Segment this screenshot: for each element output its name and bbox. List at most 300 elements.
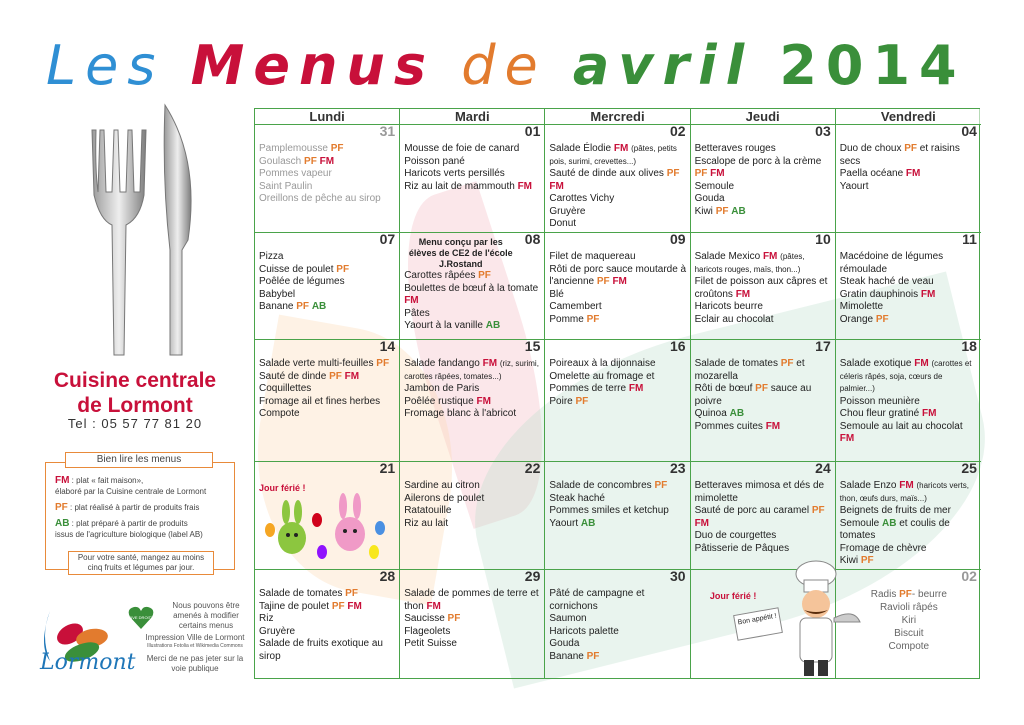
menu-item [549, 251, 686, 264]
dish-name: Biscuit [894, 628, 924, 639]
menu-item [259, 276, 396, 289]
label-ab: AB [729, 408, 745, 419]
day-number: 15 [524, 340, 541, 354]
label-fm: FM [922, 408, 937, 419]
legend-content [55, 475, 233, 545]
menu-item [695, 383, 832, 408]
dish-name: Cuisse de poulet [259, 263, 337, 275]
menu-item [259, 613, 396, 626]
dish-name: Saumon [549, 613, 587, 624]
menu-item [404, 168, 541, 181]
dish-name: Pâtisserie de Pâques [694, 542, 790, 554]
dish-name: Poisson pané [404, 155, 465, 167]
dish-name: Poire [549, 395, 576, 407]
menu-item [840, 168, 978, 181]
menu-item [549, 193, 686, 206]
menu-item [549, 168, 686, 193]
day-number: 01 [524, 125, 541, 139]
label-pf: PF [330, 143, 344, 154]
dish-name: Gruyère [259, 625, 296, 637]
day-number: 10 [815, 233, 831, 247]
day-number: 21 [379, 462, 396, 476]
day-number: 29 [524, 570, 541, 584]
dish-name: Carottes râpées [404, 270, 479, 281]
phone-number: Tel : 05 57 77 81 20 [67, 416, 203, 431]
dish-name: Mousse de foie de canard [404, 143, 520, 154]
label-pf: PF [654, 480, 668, 491]
menu-item [840, 543, 978, 556]
label-fm: FM [920, 288, 936, 300]
menu-item [695, 206, 832, 219]
label-pf: PF [755, 383, 768, 394]
day-number: 14 [379, 340, 396, 354]
menu-item [840, 289, 978, 302]
day-cell [400, 340, 545, 462]
day-cell [691, 462, 836, 570]
day-number: 31 [379, 125, 396, 139]
dish-name: Carottes Vichy [549, 193, 615, 204]
label-ab: AB [485, 320, 501, 331]
dish-name: Gouda [694, 193, 725, 204]
dish-name: Yaourt à la vanille [404, 320, 486, 331]
page-title [46, 34, 1006, 97]
dish-name: Salade de tomates [694, 358, 781, 369]
dish-name: Duo de courgettes [694, 530, 777, 541]
menu-item [549, 518, 686, 531]
menu-item [404, 480, 541, 493]
dish-name: Kiwi [694, 205, 716, 217]
day-number: 23 [669, 462, 686, 476]
day-number: 08 [524, 233, 541, 247]
menu-item [695, 421, 832, 434]
label-fm: FM [517, 180, 533, 192]
day-cell [691, 340, 836, 462]
kitchen-name-line1: Cuisine centrale [53, 369, 217, 392]
dish-name: Banane [549, 650, 587, 662]
label-pf: PF [694, 168, 708, 179]
day-cell [400, 570, 545, 678]
dish-name: Poêlée rustique [404, 395, 477, 407]
dish-name: Steak haché [549, 492, 605, 504]
label-pf: PF [336, 263, 350, 275]
dish-name: Radis [870, 589, 900, 600]
label-pf: PF [586, 313, 600, 325]
dish-name: Sauté de dinde [259, 370, 330, 382]
menu-item [549, 638, 686, 651]
day-cell [400, 125, 545, 233]
dish-name: Paella océane [839, 168, 906, 179]
dish-name: Rôti de porc sauce moutarde à l'ancienne [549, 263, 687, 287]
menu-item [549, 264, 686, 289]
day-cell [400, 462, 545, 570]
dish-name: Blé [549, 288, 564, 300]
menu-item [695, 276, 832, 301]
day-cell [691, 233, 836, 340]
menu-item [259, 168, 396, 181]
dish-name: Kiwi [839, 555, 861, 566]
label-fm: FM [613, 143, 629, 154]
label-pf: PF [875, 313, 889, 325]
menu-item [695, 530, 832, 543]
label-pf: PF [331, 600, 345, 612]
dish-name: Duo de choux [839, 143, 905, 154]
menu-item [840, 396, 978, 409]
label-ab: AB [731, 205, 746, 217]
menu-item [404, 588, 541, 613]
label-fm: FM [710, 168, 725, 179]
chef-icon [782, 560, 862, 678]
dish-name: Ratatouille [404, 505, 452, 516]
label-pf: PF [715, 205, 729, 217]
dish-name: Yaourt [549, 517, 581, 529]
menu-item [549, 651, 686, 664]
legend-fm-text-2: élaboré par la Cuisine centrale de Lormont [55, 487, 207, 496]
menu-item [840, 480, 978, 505]
menu-item [259, 408, 396, 421]
special-menu-note: Menu conçu par les élèves de CE2 de l'école J.Rostand [408, 237, 513, 269]
label-pf: PF [596, 276, 610, 287]
menu-item [404, 626, 541, 639]
menu-item [259, 601, 396, 614]
day-number: 28 [379, 570, 396, 584]
dish-name: Riz [259, 613, 274, 624]
menu-item [259, 301, 396, 314]
label-pf: PF [811, 505, 825, 516]
menu-item [259, 143, 396, 156]
menu-item [549, 396, 686, 409]
footer-notes [140, 601, 250, 674]
menu-item [259, 358, 396, 371]
day-number: 17 [815, 340, 831, 354]
dish-details: (riz, surimi, carottes râpées, tomates...) [404, 359, 539, 381]
legend-fm-text: : plat « fait maison», [69, 476, 144, 485]
dish-name: Omelette au fromage et Pommes de terre [549, 370, 655, 394]
menu-item [404, 181, 541, 194]
dish-name: Tajine de poulet [259, 600, 332, 612]
title-word-les: Les [46, 34, 165, 97]
dish-name: Salade de concombres [549, 480, 655, 491]
day-cell [836, 462, 981, 570]
menu-item [840, 358, 978, 396]
dish-details: (carottes et céleris râpés, soja, cœurs de palmier...) [839, 359, 972, 393]
menu-item [695, 251, 832, 276]
menu-item [549, 626, 686, 639]
label-pf: PF [329, 370, 342, 382]
label-fm: FM [694, 517, 710, 529]
dish-name: Fromage ail et fines herbes [259, 395, 381, 407]
label-pf: PF [376, 358, 390, 369]
label-fm: FM [482, 358, 498, 369]
title-word-avril: avril [572, 34, 754, 97]
label-ab: AB [580, 517, 596, 529]
label-fm: FM [905, 168, 921, 179]
legend-fm-code: FM [55, 475, 70, 486]
menu-item [549, 480, 686, 493]
day-number: 18 [961, 340, 977, 354]
legend-ab-text-2: issus de l'agriculture biologique (label AB) [55, 530, 203, 539]
label-pf: PF [780, 358, 794, 369]
lormont-logo-text: Lormont [40, 650, 136, 675]
dish-name-continued: - beurre [911, 589, 947, 600]
dish-name: Salade Mexico [694, 251, 763, 262]
day-number: 04 [961, 125, 977, 139]
day-cell [836, 233, 981, 340]
dish-name: Semoule [694, 180, 735, 192]
day-number: 16 [669, 340, 686, 354]
label-pf: PF [904, 143, 918, 154]
menu-item [404, 408, 541, 421]
menu-item [404, 308, 541, 321]
menu-item [404, 613, 541, 626]
dish-name: Escalope de porc à la crème [694, 155, 822, 167]
dish-name: Salade exotique [839, 358, 915, 369]
menu-item [404, 270, 541, 283]
menu-item [404, 638, 541, 651]
label-fm: FM [735, 288, 751, 300]
menu-item [549, 218, 686, 231]
dish-name: Yaourt [839, 180, 869, 192]
title-word-de: de [461, 34, 547, 97]
label-fm: FM [628, 383, 644, 394]
day-cell [255, 340, 400, 462]
menu-item [549, 314, 686, 327]
legend-pf-text: : plat réalisé à partir de produits frais [67, 503, 200, 512]
day-header-jeudi: Jeudi [691, 109, 836, 125]
menu-item [404, 396, 541, 409]
label-fm: FM [914, 358, 929, 369]
holiday-label: Jour férié ! [259, 483, 306, 493]
menu-item [259, 638, 396, 663]
dish-name: Betteraves rouges [694, 143, 776, 154]
holiday-label: Jour férié ! [709, 591, 757, 601]
menu-item [695, 408, 832, 421]
menu-item [840, 408, 978, 421]
dish-name: Gruyère [549, 205, 586, 217]
day-number: 30 [669, 570, 686, 584]
kitchen-name-line2: de Lormont [77, 394, 193, 417]
dish-name: Steak haché de veau [839, 276, 934, 287]
menu-item [404, 320, 541, 333]
menu-item [404, 383, 541, 396]
day-number: 25 [961, 462, 977, 476]
legend-ab-code: AB [55, 518, 70, 529]
dish-details: (haricots verts, thon, œufs durs, maïs...) [839, 481, 969, 503]
dish-name: Riz au lait [404, 517, 449, 529]
dish-name: Eclair au chocolat [694, 313, 774, 325]
day-header-lundi: Lundi [255, 109, 400, 125]
menu-item [695, 314, 832, 327]
day-header-vendredi: Vendredi [836, 109, 981, 125]
day-number: 02 [961, 570, 977, 584]
day-cell [545, 570, 690, 678]
label-pf: PF [899, 589, 912, 600]
dish-name: Sauté de porc au caramel [694, 505, 812, 516]
menu-item [404, 283, 541, 308]
menu-item [404, 493, 541, 506]
dish-name: Pommes vapeur [259, 168, 332, 179]
dish-name: Flageolets [404, 625, 451, 637]
dish-name: Camembert [549, 301, 602, 312]
day-cell [545, 462, 690, 570]
dish-name: Pommes cuites [694, 420, 766, 432]
menu-item [840, 518, 978, 543]
menu-calendar [254, 108, 980, 679]
dish-name-continued: et mozarella [694, 358, 805, 382]
label-pf: PF [447, 613, 461, 624]
dish-name: Salade verte multi-feuilles [259, 358, 377, 369]
dish-name: Pizza [259, 251, 284, 262]
dish-details: (pâtes, haricots rouges, maïs, thon...) [694, 252, 805, 274]
dish-name-continued: sauce au poivre [694, 383, 812, 407]
dish-name: Banane [259, 301, 297, 312]
dish-name: Babybel [259, 288, 296, 300]
dish-name: Compote [888, 641, 930, 652]
dish-name: Goulasch [259, 155, 305, 167]
menu-item [695, 193, 832, 206]
dish-name: Semoule au lait au chocolat [839, 420, 963, 432]
heart-label: RIVE DROITE [128, 615, 154, 620]
label-pf: PF [296, 301, 310, 312]
menu-item [549, 371, 686, 396]
menu-item [549, 588, 686, 613]
menu-item [695, 181, 832, 194]
dish-name: Pâtes [404, 307, 430, 319]
title-word-menus: Menus [190, 34, 436, 97]
bon-appetit-bubble: Bon appétit ! [733, 607, 783, 641]
easter-bunnies-icon [262, 490, 392, 565]
menu-item [259, 396, 396, 409]
menu-item [404, 143, 541, 156]
footer-note-illustrations: Illustrations Fotolia et Wikimedia Commons [147, 643, 243, 649]
dish-name: Quinoa [694, 408, 730, 419]
dish-name: Haricots verts persillés [404, 168, 505, 179]
menu-item [695, 358, 832, 383]
dish-name: Oreillons de pêche au sirop [259, 193, 381, 204]
menu-item [695, 156, 832, 181]
dish-name: Mimolette [839, 301, 884, 312]
menu-item [404, 156, 541, 169]
menu-item [549, 493, 686, 506]
legend-pf-code: PF [55, 502, 68, 513]
menu-item [549, 289, 686, 302]
menu-item [549, 206, 686, 219]
day-cell [545, 125, 690, 233]
day-header-mercredi: Mercredi [545, 109, 690, 125]
dish-name: Betteraves mimosa et dés de mimolette [694, 480, 825, 504]
day-cell [545, 233, 690, 340]
label-fm: FM [762, 251, 778, 262]
dish-name: Salade Enzo [839, 480, 900, 491]
dish-name: Donut [549, 218, 577, 229]
menu-item [840, 314, 978, 327]
kitchen-name [30, 368, 240, 418]
label-pf: PF [575, 395, 589, 407]
legend-title: Bien lire les menus [65, 452, 213, 468]
menu-item [259, 383, 396, 396]
dish-name: Filet de maquereau [549, 251, 636, 262]
label-fm: FM [899, 480, 914, 491]
footer-note-litter: Merci de ne pas jeter sur la voie publique [146, 654, 244, 673]
menu-item [695, 301, 832, 314]
dish-name: Pamplemousse [259, 143, 331, 154]
menu-item [404, 505, 541, 518]
menu-item [695, 505, 832, 530]
dish-name: Salade de tomates [259, 588, 346, 599]
menu-item [840, 181, 978, 194]
dish-name: Poisson meunière [839, 395, 920, 407]
menu-item [549, 143, 686, 168]
label-fm: FM [549, 180, 564, 192]
day-cell [255, 570, 400, 678]
menu-item [695, 480, 832, 505]
dish-name: Salade Élodie [549, 143, 614, 154]
dish-name: Coquillettes [259, 383, 312, 394]
dish-name-continued: et coulis de tomates [839, 517, 950, 541]
dish-name-continued: et raisins secs [839, 143, 960, 167]
day-number: 11 [962, 233, 977, 247]
label-ab: AB [311, 301, 327, 312]
dish-details: (pâtes, petits pois, surimi, crevettes...) [549, 144, 677, 166]
dish-name: Kiri [901, 615, 917, 626]
menu-item [404, 358, 541, 383]
dish-name: Filet de poisson aux câpres et croûtons [694, 276, 828, 300]
label-pf: PF [860, 555, 874, 566]
day-number: 07 [379, 233, 396, 247]
day-cell [836, 125, 981, 233]
menu-item [549, 613, 686, 626]
day-number: 03 [815, 125, 831, 139]
menu-item [840, 421, 978, 446]
menu-item [259, 251, 396, 264]
dish-name: Fromage de chèvre [839, 542, 927, 554]
title-word-year: 2014 [779, 34, 966, 97]
label-fm: FM [404, 295, 419, 306]
dish-name: Ailerons de poulet [404, 492, 485, 504]
dish-name: Sardine au citron [404, 480, 480, 491]
menu-item [549, 358, 686, 371]
menu-item [259, 156, 396, 169]
dish-name: Poireaux à la dijonnaise [549, 358, 656, 369]
menu-item [695, 143, 832, 156]
menu-item [840, 505, 978, 518]
label-fm: FM [765, 420, 781, 432]
menu-item [259, 626, 396, 639]
day-header-mardi: Mardi [400, 109, 545, 125]
menu-item [259, 588, 396, 601]
label-pf: PF [478, 270, 491, 281]
day-cell [400, 233, 545, 340]
dish-name: Haricots palette [549, 625, 619, 637]
menu-item [549, 301, 686, 314]
day-number: 02 [669, 125, 686, 139]
dish-name: Jambon de Paris [404, 383, 480, 394]
menu-item [549, 505, 686, 518]
menu-item [259, 264, 396, 277]
day-cell [545, 340, 690, 462]
dish-name: Riz au lait de mammouth [404, 180, 518, 192]
label-fm: FM [839, 433, 855, 444]
dish-name: Poêlée de légumes [259, 276, 345, 287]
menu-item [695, 543, 832, 556]
day-number: 09 [669, 233, 686, 247]
legend-ab-text: : plat préparé à partir de produits [69, 519, 188, 528]
dish-name: Orange [839, 313, 876, 325]
menu-item [404, 518, 541, 531]
day-cell [836, 340, 981, 462]
label-fm: FM [426, 600, 441, 612]
dish-name: Salade fandango [404, 358, 483, 369]
dish-name: Beignets de fruits de mer [839, 505, 951, 516]
